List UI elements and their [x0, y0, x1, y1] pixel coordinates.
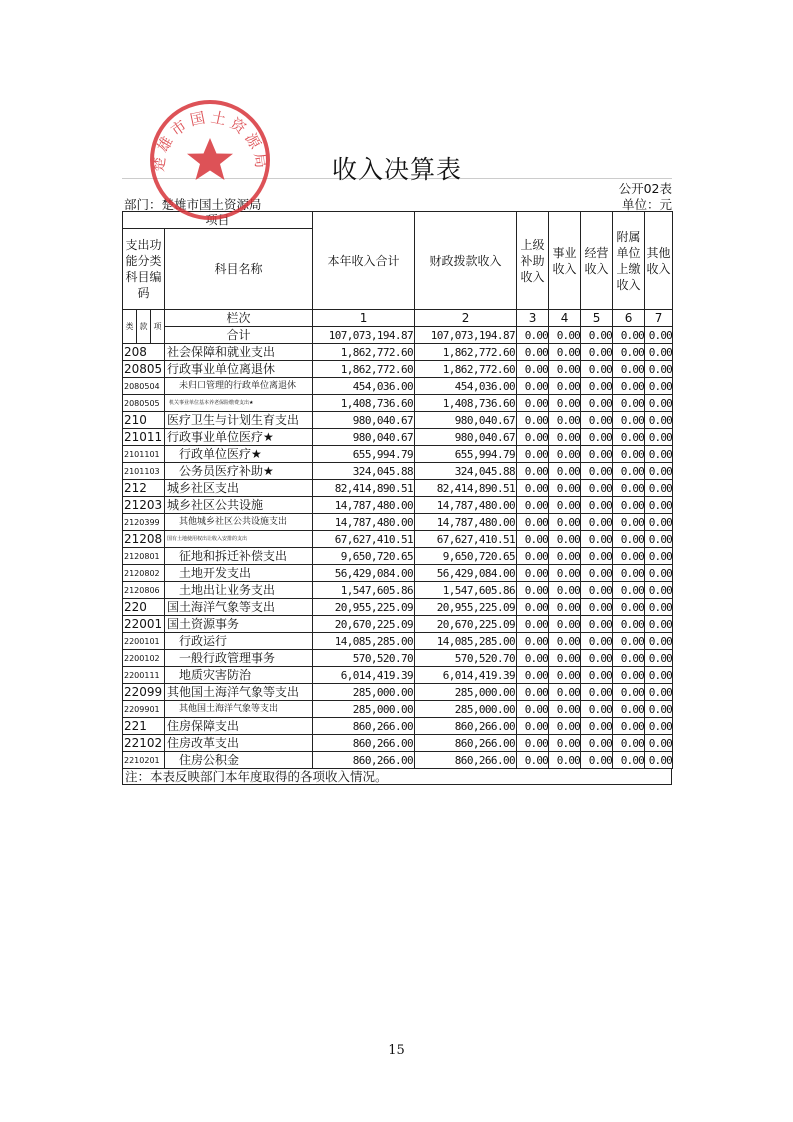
amount-col-1: 980,040.67 [313, 412, 415, 429]
table-row [123, 684, 673, 701]
subject-name: 其他国土海洋气象等支出 [165, 684, 313, 701]
amount-col-2: 67,627,410.51 [415, 531, 517, 548]
total-label: 合计 [165, 327, 313, 344]
amount-col-1: 20,670,225.09 [313, 616, 415, 633]
amount-col-4: 0.00 [549, 548, 581, 565]
amount-col-3: 0.00 [517, 633, 549, 650]
subject-code: 2120802 [123, 565, 165, 582]
table-row [123, 599, 673, 616]
official-seal [146, 96, 274, 224]
amount-col-7: 0.00 [645, 752, 673, 769]
amount-col-7: 0.00 [645, 548, 673, 565]
amount-col-7: 0.00 [645, 684, 673, 701]
amount-col-7: 0.00 [645, 446, 673, 463]
table-row [123, 735, 673, 752]
table-row [123, 412, 673, 429]
col-header-other-income: 其他收入 [645, 212, 673, 310]
col-number-5: 5 [581, 310, 613, 327]
amount-col-7: 0.00 [645, 429, 673, 446]
income-statement-sheet [122, 148, 672, 785]
table-row [123, 497, 673, 514]
amount-col-3: 0.00 [517, 463, 549, 480]
subject-code: 2120806 [123, 582, 165, 599]
total-value-1: 107,073,194.87 [313, 327, 415, 344]
subject-name: 土地出让业务支出 [165, 582, 313, 599]
subject-name: 城乡社区支出 [165, 480, 313, 497]
amount-col-7: 0.00 [645, 378, 673, 395]
amount-col-7: 0.00 [645, 531, 673, 548]
amount-col-7: 0.00 [645, 514, 673, 531]
amount-col-3: 0.00 [517, 446, 549, 463]
amount-col-6: 0.00 [613, 497, 645, 514]
amount-col-4: 0.00 [549, 531, 581, 548]
subject-name: 住房改革支出 [165, 735, 313, 752]
table-row [123, 395, 673, 412]
col-header-operating-income: 经营收入 [581, 212, 613, 310]
amount-col-4: 0.00 [549, 752, 581, 769]
amount-col-7: 0.00 [645, 361, 673, 378]
amount-col-2: 860,266.00 [415, 735, 517, 752]
subject-name: 公务员医疗补助★ [165, 463, 313, 480]
amount-col-5: 0.00 [581, 480, 613, 497]
amount-col-5: 0.00 [581, 497, 613, 514]
amount-col-6: 0.00 [613, 344, 645, 361]
name-header: 科目名称 [165, 229, 313, 310]
amount-col-6: 0.00 [613, 463, 645, 480]
amount-col-2: 9,650,720.65 [415, 548, 517, 565]
amount-col-1: 980,040.67 [313, 429, 415, 446]
amount-col-3: 0.00 [517, 378, 549, 395]
subject-code: 221 [123, 718, 165, 735]
amount-col-2: 860,266.00 [415, 718, 517, 735]
col-number-3: 3 [517, 310, 549, 327]
amount-col-1: 1,862,772.60 [313, 344, 415, 361]
amount-col-1: 14,787,480.00 [313, 514, 415, 531]
amount-col-5: 0.00 [581, 599, 613, 616]
amount-col-2: 454,036.00 [415, 378, 517, 395]
seal-text: 楚雄市国土资源局 [149, 107, 271, 174]
subject-name: 征地和拆迁补偿支出 [165, 548, 313, 565]
header-row-3 [123, 310, 673, 327]
amount-col-5: 0.00 [581, 412, 613, 429]
amount-col-1: 14,085,285.00 [313, 633, 415, 650]
amount-col-5: 0.00 [581, 565, 613, 582]
subject-code: 2209901 [123, 701, 165, 718]
amount-col-4: 0.00 [549, 378, 581, 395]
amount-col-2: 1,408,736.60 [415, 395, 517, 412]
amount-col-6: 0.00 [613, 395, 645, 412]
amount-col-4: 0.00 [549, 395, 581, 412]
amount-col-3: 0.00 [517, 531, 549, 548]
xiang-header: 项 [151, 310, 165, 344]
amount-col-4: 0.00 [549, 735, 581, 752]
amount-col-6: 0.00 [613, 616, 645, 633]
subject-name: 行政单位医疗★ [165, 446, 313, 463]
amount-col-5: 0.00 [581, 361, 613, 378]
amount-col-6: 0.00 [613, 701, 645, 718]
lanci-header: 栏次 [165, 310, 313, 327]
amount-col-1: 1,862,772.60 [313, 361, 415, 378]
table-row [123, 344, 673, 361]
amount-col-2: 285,000.00 [415, 684, 517, 701]
amount-col-7: 0.00 [645, 412, 673, 429]
amount-col-3: 0.00 [517, 735, 549, 752]
amount-col-6: 0.00 [613, 667, 645, 684]
amount-col-6: 0.00 [613, 514, 645, 531]
col-header-total-income: 本年收入合计 [313, 212, 415, 310]
subject-name: 机关事业单位基本养老保险缴费支出★ [165, 395, 313, 412]
amount-col-5: 0.00 [581, 378, 613, 395]
amount-col-2: 20,670,225.09 [415, 616, 517, 633]
amount-col-1: 82,414,890.51 [313, 480, 415, 497]
amount-col-2: 14,085,285.00 [415, 633, 517, 650]
amount-col-5: 0.00 [581, 395, 613, 412]
amount-col-5: 0.00 [581, 531, 613, 548]
amount-col-4: 0.00 [549, 514, 581, 531]
amount-col-2: 324,045.88 [415, 463, 517, 480]
col-number-4: 4 [549, 310, 581, 327]
total-value-7: 0.00 [645, 327, 673, 344]
amount-col-7: 0.00 [645, 497, 673, 514]
code-header: 支出功能分类科目编码 [123, 229, 165, 310]
subject-code: 2120801 [123, 548, 165, 565]
subject-name: 住房公积金 [165, 752, 313, 769]
amount-col-3: 0.00 [517, 701, 549, 718]
amount-col-1: 860,266.00 [313, 735, 415, 752]
amount-col-5: 0.00 [581, 735, 613, 752]
amount-col-4: 0.00 [549, 429, 581, 446]
col-number-6: 6 [613, 310, 645, 327]
amount-col-7: 0.00 [645, 480, 673, 497]
amount-col-4: 0.00 [549, 667, 581, 684]
subject-code: 21203 [123, 497, 165, 514]
amount-col-1: 14,787,480.00 [313, 497, 415, 514]
amount-col-3: 0.00 [517, 395, 549, 412]
subject-code: 210 [123, 412, 165, 429]
subject-code: 2120399 [123, 514, 165, 531]
amount-col-1: 324,045.88 [313, 463, 415, 480]
amount-col-4: 0.00 [549, 718, 581, 735]
amount-col-1: 570,520.70 [313, 650, 415, 667]
amount-col-6: 0.00 [613, 480, 645, 497]
amount-col-5: 0.00 [581, 446, 613, 463]
subject-name: 未归口管理的行政单位离退休 [165, 378, 313, 395]
amount-col-6: 0.00 [613, 565, 645, 582]
amount-col-3: 0.00 [517, 497, 549, 514]
amount-col-1: 860,266.00 [313, 718, 415, 735]
amount-col-7: 0.00 [645, 599, 673, 616]
amount-col-2: 980,040.67 [415, 412, 517, 429]
amount-col-1: 285,000.00 [313, 701, 415, 718]
amount-col-3: 0.00 [517, 650, 549, 667]
amount-col-5: 0.00 [581, 463, 613, 480]
table-row [123, 701, 673, 718]
amount-col-5: 0.00 [581, 667, 613, 684]
amount-col-4: 0.00 [549, 582, 581, 599]
amount-col-7: 0.00 [645, 650, 673, 667]
amount-col-4: 0.00 [549, 616, 581, 633]
amount-col-7: 0.00 [645, 718, 673, 735]
table-note: 注：本表反映部门本年度取得的各项收入情况。 [122, 769, 672, 785]
amount-col-7: 0.00 [645, 582, 673, 599]
table-row [123, 361, 673, 378]
amount-col-6: 0.00 [613, 735, 645, 752]
amount-col-5: 0.00 [581, 752, 613, 769]
amount-col-3: 0.00 [517, 480, 549, 497]
amount-col-3: 0.00 [517, 361, 549, 378]
amount-col-4: 0.00 [549, 684, 581, 701]
amount-col-3: 0.00 [517, 514, 549, 531]
amount-col-7: 0.00 [645, 667, 673, 684]
amount-col-6: 0.00 [613, 599, 645, 616]
amount-col-2: 6,014,419.39 [415, 667, 517, 684]
amount-col-5: 0.00 [581, 582, 613, 599]
amount-col-4: 0.00 [549, 463, 581, 480]
subject-code: 212 [123, 480, 165, 497]
total-value-3: 0.00 [517, 327, 549, 344]
subject-code: 2200101 [123, 633, 165, 650]
total-value-6: 0.00 [613, 327, 645, 344]
table-row [123, 565, 673, 582]
amount-col-1: 655,994.79 [313, 446, 415, 463]
amount-col-5: 0.00 [581, 633, 613, 650]
subject-name: 国土海洋气象等支出 [165, 599, 313, 616]
table-row [123, 480, 673, 497]
amount-col-1: 56,429,084.00 [313, 565, 415, 582]
subject-code: 20805 [123, 361, 165, 378]
amount-col-6: 0.00 [613, 548, 645, 565]
col-number-2: 2 [415, 310, 517, 327]
amount-col-5: 0.00 [581, 718, 613, 735]
page-title: 收入决算表 [331, 155, 462, 184]
amount-col-7: 0.00 [645, 395, 673, 412]
col-header-business-income: 事业收入 [549, 212, 581, 310]
col-number-1: 1 [313, 310, 415, 327]
amount-col-3: 0.00 [517, 599, 549, 616]
amount-col-2: 1,547,605.86 [415, 582, 517, 599]
subject-name: 国土资源事务 [165, 616, 313, 633]
amount-col-7: 0.00 [645, 633, 673, 650]
amount-col-4: 0.00 [549, 344, 581, 361]
page-number: 15 [388, 1043, 405, 1058]
amount-col-2: 1,862,772.60 [415, 344, 517, 361]
subject-code: 2200102 [123, 650, 165, 667]
subject-name: 其他国土海洋气象等支出 [165, 701, 313, 718]
subject-code: 21011 [123, 429, 165, 446]
amount-col-4: 0.00 [549, 497, 581, 514]
subject-name: 国有土地使用权出让收入安排的支出 [165, 531, 313, 548]
amount-col-2: 570,520.70 [415, 650, 517, 667]
lei-header: 类 [123, 310, 137, 344]
table-row [123, 463, 673, 480]
amount-col-2: 655,994.79 [415, 446, 517, 463]
table-row [123, 650, 673, 667]
amount-col-6: 0.00 [613, 633, 645, 650]
table-row [123, 718, 673, 735]
table-row [123, 667, 673, 684]
subject-code: 22102 [123, 735, 165, 752]
subject-code: 220 [123, 599, 165, 616]
amount-col-2: 860,266.00 [415, 752, 517, 769]
total-value-4: 0.00 [549, 327, 581, 344]
amount-col-2: 20,955,225.09 [415, 599, 517, 616]
amount-col-5: 0.00 [581, 548, 613, 565]
amount-col-1: 9,650,720.65 [313, 548, 415, 565]
amount-col-1: 67,627,410.51 [313, 531, 415, 548]
amount-col-4: 0.00 [549, 701, 581, 718]
amount-col-1: 454,036.00 [313, 378, 415, 395]
amount-col-6: 0.00 [613, 361, 645, 378]
subject-name: 一般行政管理事务 [165, 650, 313, 667]
amount-col-5: 0.00 [581, 514, 613, 531]
amount-col-6: 0.00 [613, 752, 645, 769]
table-row [123, 752, 673, 769]
amount-col-3: 0.00 [517, 752, 549, 769]
amount-col-4: 0.00 [549, 599, 581, 616]
subject-name: 行政事业单位离退休 [165, 361, 313, 378]
col-number-7: 7 [645, 310, 673, 327]
subject-name: 社会保障和就业支出 [165, 344, 313, 361]
subject-name: 医疗卫生与计划生育支出 [165, 412, 313, 429]
subject-code: 22099 [123, 684, 165, 701]
amount-col-7: 0.00 [645, 735, 673, 752]
amount-col-6: 0.00 [613, 378, 645, 395]
subject-code: 2200111 [123, 667, 165, 684]
subject-code: 2101103 [123, 463, 165, 480]
amount-col-6: 0.00 [613, 718, 645, 735]
subject-code: 2080505 [123, 395, 165, 412]
amount-col-4: 0.00 [549, 480, 581, 497]
amount-col-5: 0.00 [581, 701, 613, 718]
amount-col-6: 0.00 [613, 531, 645, 548]
item-header: 项目 [123, 212, 313, 229]
amount-col-2: 1,862,772.60 [415, 361, 517, 378]
amount-col-4: 0.00 [549, 565, 581, 582]
subject-code: 21208 [123, 531, 165, 548]
amount-col-4: 0.00 [549, 446, 581, 463]
subject-code: 22001 [123, 616, 165, 633]
amount-col-1: 860,266.00 [313, 752, 415, 769]
amount-col-4: 0.00 [549, 650, 581, 667]
unit-label: 单位：元 [621, 197, 672, 212]
subject-name: 城乡社区公共设施 [165, 497, 313, 514]
table-row [123, 582, 673, 599]
amount-col-5: 0.00 [581, 344, 613, 361]
amount-col-6: 0.00 [613, 412, 645, 429]
amount-col-3: 0.00 [517, 548, 549, 565]
amount-col-1: 6,014,419.39 [313, 667, 415, 684]
amount-col-6: 0.00 [613, 446, 645, 463]
subject-name: 行政事业单位医疗★ [165, 429, 313, 446]
table-row [123, 429, 673, 446]
table-row [123, 378, 673, 395]
amount-col-3: 0.00 [517, 616, 549, 633]
amount-col-4: 0.00 [549, 361, 581, 378]
amount-col-2: 14,787,480.00 [415, 497, 517, 514]
amount-col-1: 285,000.00 [313, 684, 415, 701]
total-value-2: 107,073,194.87 [415, 327, 517, 344]
amount-col-6: 0.00 [613, 582, 645, 599]
amount-col-3: 0.00 [517, 429, 549, 446]
department-label: 部门：楚雄市国土资源局 [124, 197, 262, 212]
amount-col-2: 285,000.00 [415, 701, 517, 718]
amount-col-3: 0.00 [517, 565, 549, 582]
income-table [122, 211, 673, 769]
kuan-header: 款 [137, 310, 151, 344]
amount-col-4: 0.00 [549, 412, 581, 429]
amount-col-7: 0.00 [645, 616, 673, 633]
amount-col-3: 0.00 [517, 684, 549, 701]
amount-col-5: 0.00 [581, 429, 613, 446]
subject-code: 208 [123, 344, 165, 361]
amount-col-2: 14,787,480.00 [415, 514, 517, 531]
subject-code: 2101101 [123, 446, 165, 463]
subject-name: 其他城乡社区公共设施支出 [165, 514, 313, 531]
amount-col-6: 0.00 [613, 684, 645, 701]
table-row [123, 548, 673, 565]
amount-col-7: 0.00 [645, 565, 673, 582]
amount-col-5: 0.00 [581, 684, 613, 701]
amount-col-1: 1,547,605.86 [313, 582, 415, 599]
col-header-superior-subsidy: 上级补助收入 [517, 212, 549, 310]
amount-col-3: 0.00 [517, 344, 549, 361]
col-header-fiscal-allocation: 财政拨款收入 [415, 212, 517, 310]
form-code: 公开02表 [618, 181, 672, 196]
amount-col-6: 0.00 [613, 429, 645, 446]
col-header-affiliate-remittance: 附属单位上缴收入 [613, 212, 645, 310]
amount-col-6: 0.00 [613, 650, 645, 667]
amount-col-7: 0.00 [645, 344, 673, 361]
amount-col-5: 0.00 [581, 616, 613, 633]
amount-col-3: 0.00 [517, 667, 549, 684]
total-value-5: 0.00 [581, 327, 613, 344]
table-row [123, 531, 673, 548]
amount-col-1: 1,408,736.60 [313, 395, 415, 412]
amount-col-7: 0.00 [645, 701, 673, 718]
seal-star-icon [187, 138, 233, 180]
amount-col-4: 0.00 [549, 633, 581, 650]
total-row [123, 327, 673, 344]
subject-name: 住房保障支出 [165, 718, 313, 735]
table-row [123, 446, 673, 463]
table-row [123, 514, 673, 531]
subject-name: 土地开发支出 [165, 565, 313, 582]
amount-col-3: 0.00 [517, 412, 549, 429]
subject-name: 行政运行 [165, 633, 313, 650]
amount-col-2: 82,414,890.51 [415, 480, 517, 497]
amount-col-5: 0.00 [581, 650, 613, 667]
table-row [123, 633, 673, 650]
amount-col-2: 56,429,084.00 [415, 565, 517, 582]
table-row [123, 616, 673, 633]
amount-col-7: 0.00 [645, 463, 673, 480]
subject-code: 2210201 [123, 752, 165, 769]
subject-name: 地质灾害防治 [165, 667, 313, 684]
amount-col-3: 0.00 [517, 582, 549, 599]
amount-col-3: 0.00 [517, 718, 549, 735]
amount-col-2: 980,040.67 [415, 429, 517, 446]
subject-code: 2080504 [123, 378, 165, 395]
amount-col-1: 20,955,225.09 [313, 599, 415, 616]
